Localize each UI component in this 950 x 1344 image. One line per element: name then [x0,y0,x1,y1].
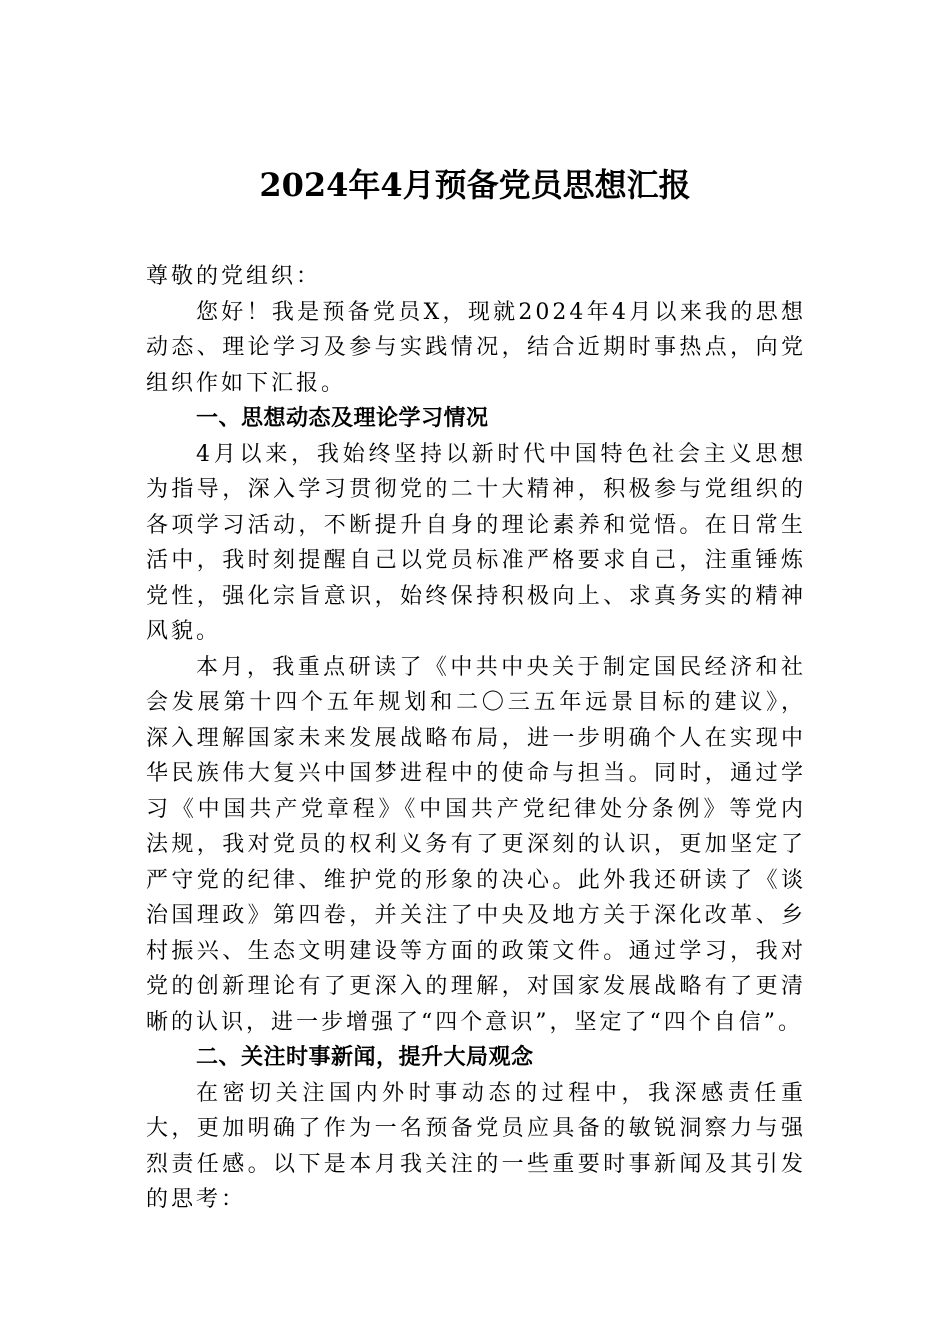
intro-paragraph: 您好！我是预备党员X，现就2024年4月以来我的思想动态、理论学习及参与实践情况，结合近期时事热点，向党组织作如下汇报。 [146,299,806,396]
salutation: 尊敬的党组织： [146,264,322,289]
section-heading-2: 二、关注时事新闻，提升大局观念 [196,1045,534,1070]
body-paragraph: 在密切关注国内外时事动态的过程中，我深感责任重大，更加明确了作为一名预备党员应具备的敏锐洞察力与强烈责任感。以下是本月我关注的一些重要时事新闻及其引发的思考： [146,1080,806,1212]
body-paragraph: 4月以来，我始终坚持以新时代中国特色社会主义思想为指导，深入学习贯彻党的二十大精神，积极参与党组织的各项学习活动，不断提升自身的理论素养和觉悟。在日常生活中，我时刻提醒自己以党员标准严格要求自己，注重锤炼党性，强化宗旨意识，始终保持积极向上、求真务实的精神风貌。 [146,441,806,644]
section-heading-1: 一、思想动态及理论学习情况 [196,406,489,431]
document-title: 2024年4月预备党员思想汇报 [259,166,691,204]
document-body [146,259,806,1218]
body-paragraph: 本月，我重点研读了《中共中央关于制定国民经济和社会发展第十四个五年规划和二〇三五年远景目标的建议》，深入理解国家未来发展战略布局，进一步明确个人在实现中华民族伟大复兴中国梦进程中的使命与担当。同时，通过学习《中国共产党章程》《中国共产党纪律处分条例》等党内法规，我对党员的权利义务有了更深刻的认识，更加坚定了严守党的纪律、维护党的形象的决心。此外我还研读了《谈治国理政》第四卷，并关注了中央及地方关于深化改革、乡村振兴、生态文明建设等方面的政策文件。通过学习，我对党的创新理论有了更深入的理解，对国家发展战略有了更清晰的认识，进一步增强了“四个意识”，坚定了“四个自信”。 [146,654,806,1035]
